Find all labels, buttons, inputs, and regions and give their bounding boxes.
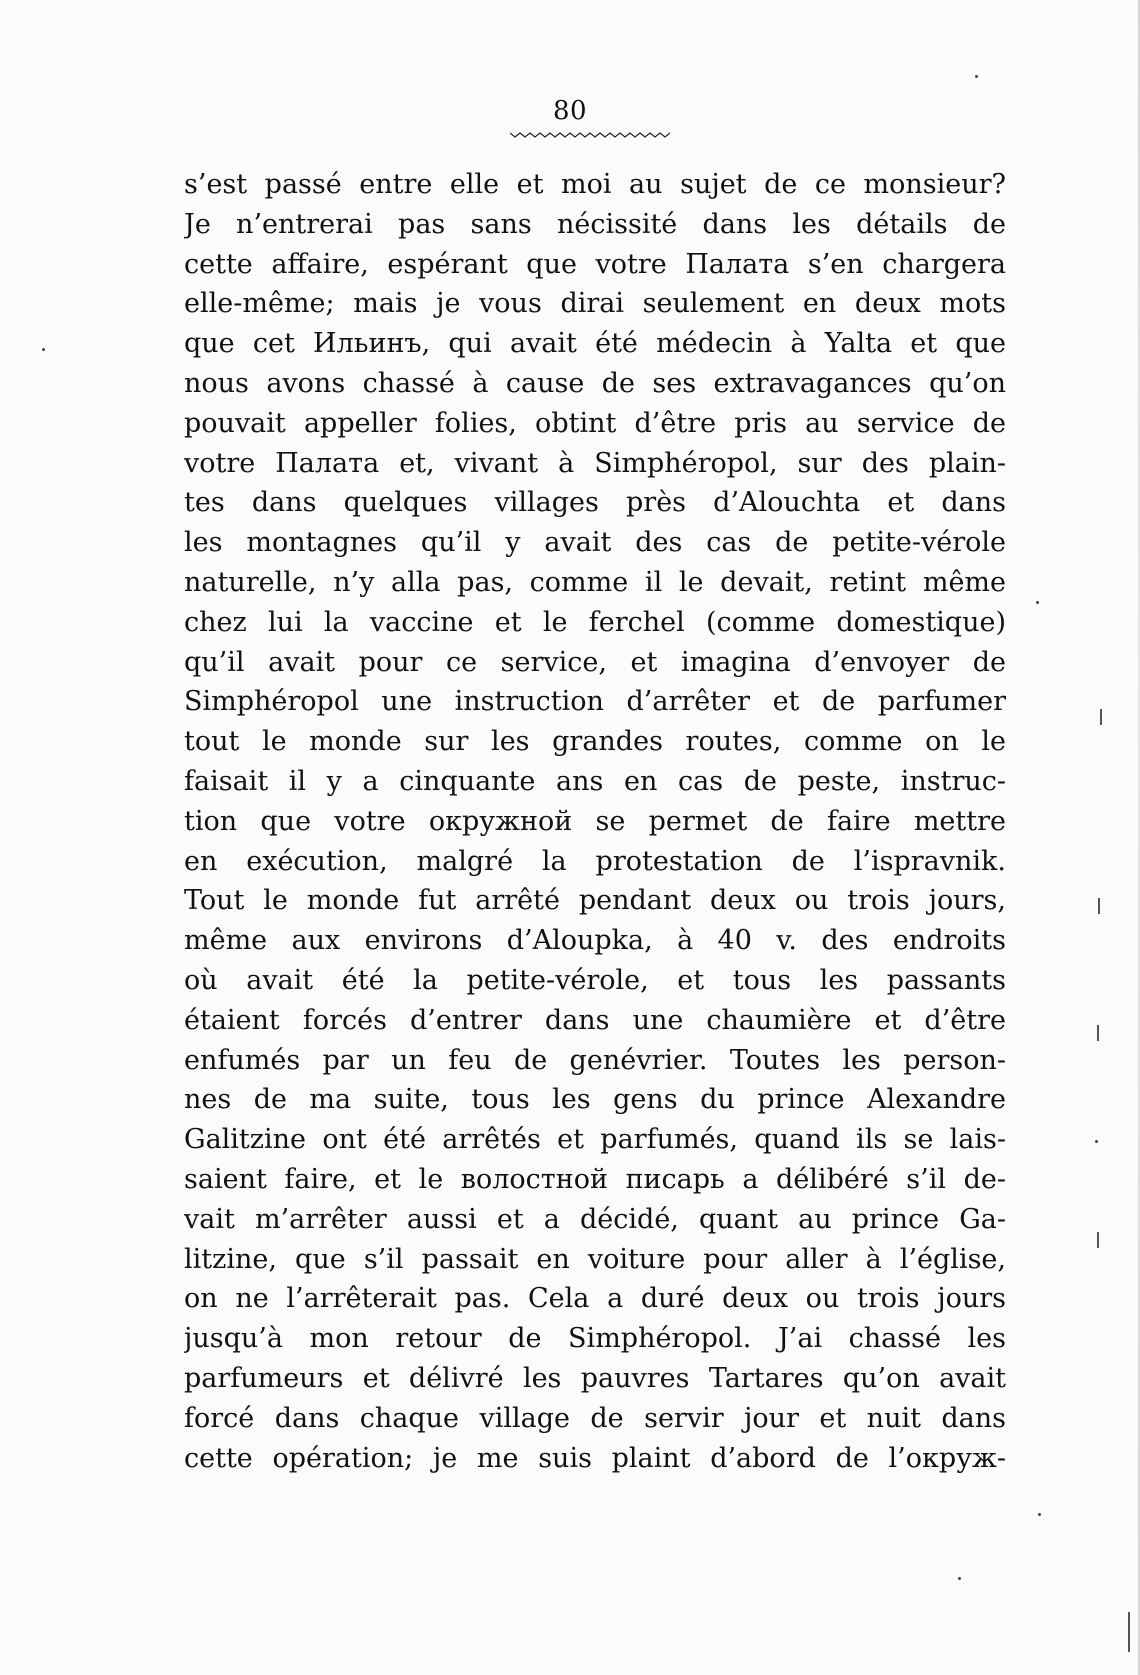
text-line: on ne l’arrêterait pas. Cela a duré deux ou trois jours [184, 1283, 1006, 1315]
scan-mark [1128, 1612, 1130, 1652]
text-line: en exécution, malgré la protestation de l’ispravnik. [184, 845, 1006, 877]
text-line: tion que votre окружной se permet de faire mettre [184, 805, 1006, 837]
text-line: les montagnes qu’il y avait des cas de petite-vérole [184, 527, 1006, 559]
text-line: Je n’entrerai pas sans nécissité dans les détails de [184, 208, 1006, 240]
text-line: cette affaire, espérant que votre Палата s’en chargera [184, 248, 1006, 280]
text-line: que cet Ильинъ, qui avait été médecin à Yalta et que [184, 328, 1006, 360]
text-line: étaient forcés d’entrer dans une chaumière et d’être [184, 1004, 1006, 1036]
text-line: litzine, que s’il passait en voiture pour aller à l’église, [184, 1243, 1006, 1275]
text-line: même aux environs d’Aloupka, à 40 v. des endroits [184, 925, 1006, 957]
scan-speck [1038, 1513, 1041, 1516]
scan-speck [1095, 1140, 1098, 1143]
text-line: où avait été la petite-vérole, et tous les passants [184, 964, 1006, 996]
text-line: forcé dans chaque village de servir jour et nuit dans [184, 1402, 1006, 1434]
text-line: vait m’arrêter aussi et a décidé, quant au prince Ga- [184, 1203, 1006, 1235]
text-line: jusqu’à mon retour de Simphéropol. J’ai chassé les [184, 1323, 1006, 1355]
text-line: nes de ma suite, tous les gens du prince Alexandre [184, 1084, 1006, 1116]
text-line: cette opération; je me suis plaint d’abord de l’окруж- [184, 1442, 1006, 1474]
text-line: pouvait appeller folies, obtint d’être pris au service de [184, 407, 1006, 439]
scan-mark [1097, 1025, 1099, 1041]
body-text [184, 165, 1006, 1478]
text-line: Simphéropol une instruction d’arrêter et de parfumer [184, 686, 1006, 718]
text-line: votre Палата et, vivant à Simphéropol, sur des plain- [184, 447, 1006, 479]
text-line: Tout le monde fut arrêté pendant deux ou trois jours, [184, 885, 1006, 917]
scan-mark [1098, 898, 1100, 914]
text-line: saient faire, et le волостной писарь a délibéré s’il de- [184, 1163, 1006, 1195]
page-number: 80 [552, 96, 588, 126]
text-line: enfumés par un feu de genévrier. Toutes les person- [184, 1044, 1006, 1076]
text-line: nous avons chassé à cause de ses extravagances qu’on [184, 367, 1006, 399]
text-line: faisait il y a cinquante ans en cas de peste, instruc- [184, 765, 1006, 797]
scan-mark [1100, 709, 1102, 725]
text-line: tes dans quelques villages près d’Alouchta et dans [184, 487, 1006, 519]
text-line: qu’il avait pour ce service, et imagina d’envoyer de [184, 646, 1006, 678]
scan-speck [1036, 601, 1039, 604]
scan-mark [1097, 1232, 1099, 1248]
text-line: tout le monde sur les grandes routes, comme on le [184, 726, 1006, 758]
text-line: s’est passé entre elle et moi au sujet de ce monsieur? [184, 169, 1006, 200]
text-line: Galitzine ont été arrêtés et parfumés, quand ils se lais- [184, 1124, 1006, 1156]
decorative-wavy-rule [510, 131, 670, 139]
scan-speck [42, 348, 45, 351]
scan-speck [958, 1577, 961, 1580]
text-line: naturelle, n’y alla pas, comme il le devait, retint même [184, 566, 1006, 598]
text-line: parfumeurs et délivré les pauvres Tartares qu’on avait [184, 1362, 1006, 1394]
text-line: elle-même; mais je vous dirai seulement en deux mots [184, 288, 1006, 320]
scan-speck [975, 75, 978, 78]
text-line: chez lui la vaccine et le ferchel (comme domestique) [184, 606, 1006, 638]
